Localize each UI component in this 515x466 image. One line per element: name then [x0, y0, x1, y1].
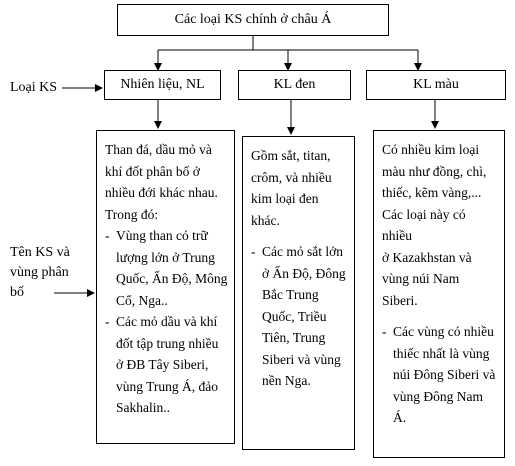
list-item: - Vùng than có trữ lượng lớn ở Trung Quốc, Ấn Độ, Mông Cổ, Nga..	[105, 228, 228, 308]
list-item: - Các mỏ dầu và khí đốt tập trung nhiều ở ĐB Tây Siberi, vùng Trung Á, đảo Sakhalin..	[105, 314, 219, 415]
category-ferrous: KL đen	[238, 70, 351, 100]
category-nonferrous: KL màu	[366, 70, 506, 100]
nonferrous-intro-2: ở Kazakhstan và vùng núi Nam Siberi.	[382, 249, 472, 308]
list-item: - Các mỏ sắt lớn ở Ấn Độ, Đông Bắc Trung Quốc, Triều Tiên, Trung Siberi và vùng nền Nga.	[251, 244, 346, 388]
content-box-nonferrous	[373, 130, 505, 458]
name-label: Tên KS và vùng phân bố	[10, 245, 70, 300]
content-box-fuel	[96, 130, 235, 444]
ferrous-intro: Gồm sắt, titan, crôm, và nhiều kim loại đen khác.	[251, 148, 332, 228]
type-label: Loại KS	[10, 80, 58, 95]
nonferrous-intro: Có nhiều kim loại màu như đồng, chì, thiếc, kẽm vàng,... Các loại này có nhiều	[382, 142, 487, 243]
fuel-intro: Than đá, dầu mỏ và khí đốt phân bố ở nhiều đới khác nhau. Trong đó:	[105, 142, 218, 222]
content-box-ferrous	[242, 136, 355, 450]
diagram-title: Các loại KS chính ở châu Á	[117, 4, 389, 36]
list-item: - Các vùng có nhiều thiếc nhất là vùng núi Đông Siberi và vùng Đông Nam Á.	[382, 324, 496, 425]
category-fuel: Nhiên liệu, NL	[104, 70, 221, 100]
